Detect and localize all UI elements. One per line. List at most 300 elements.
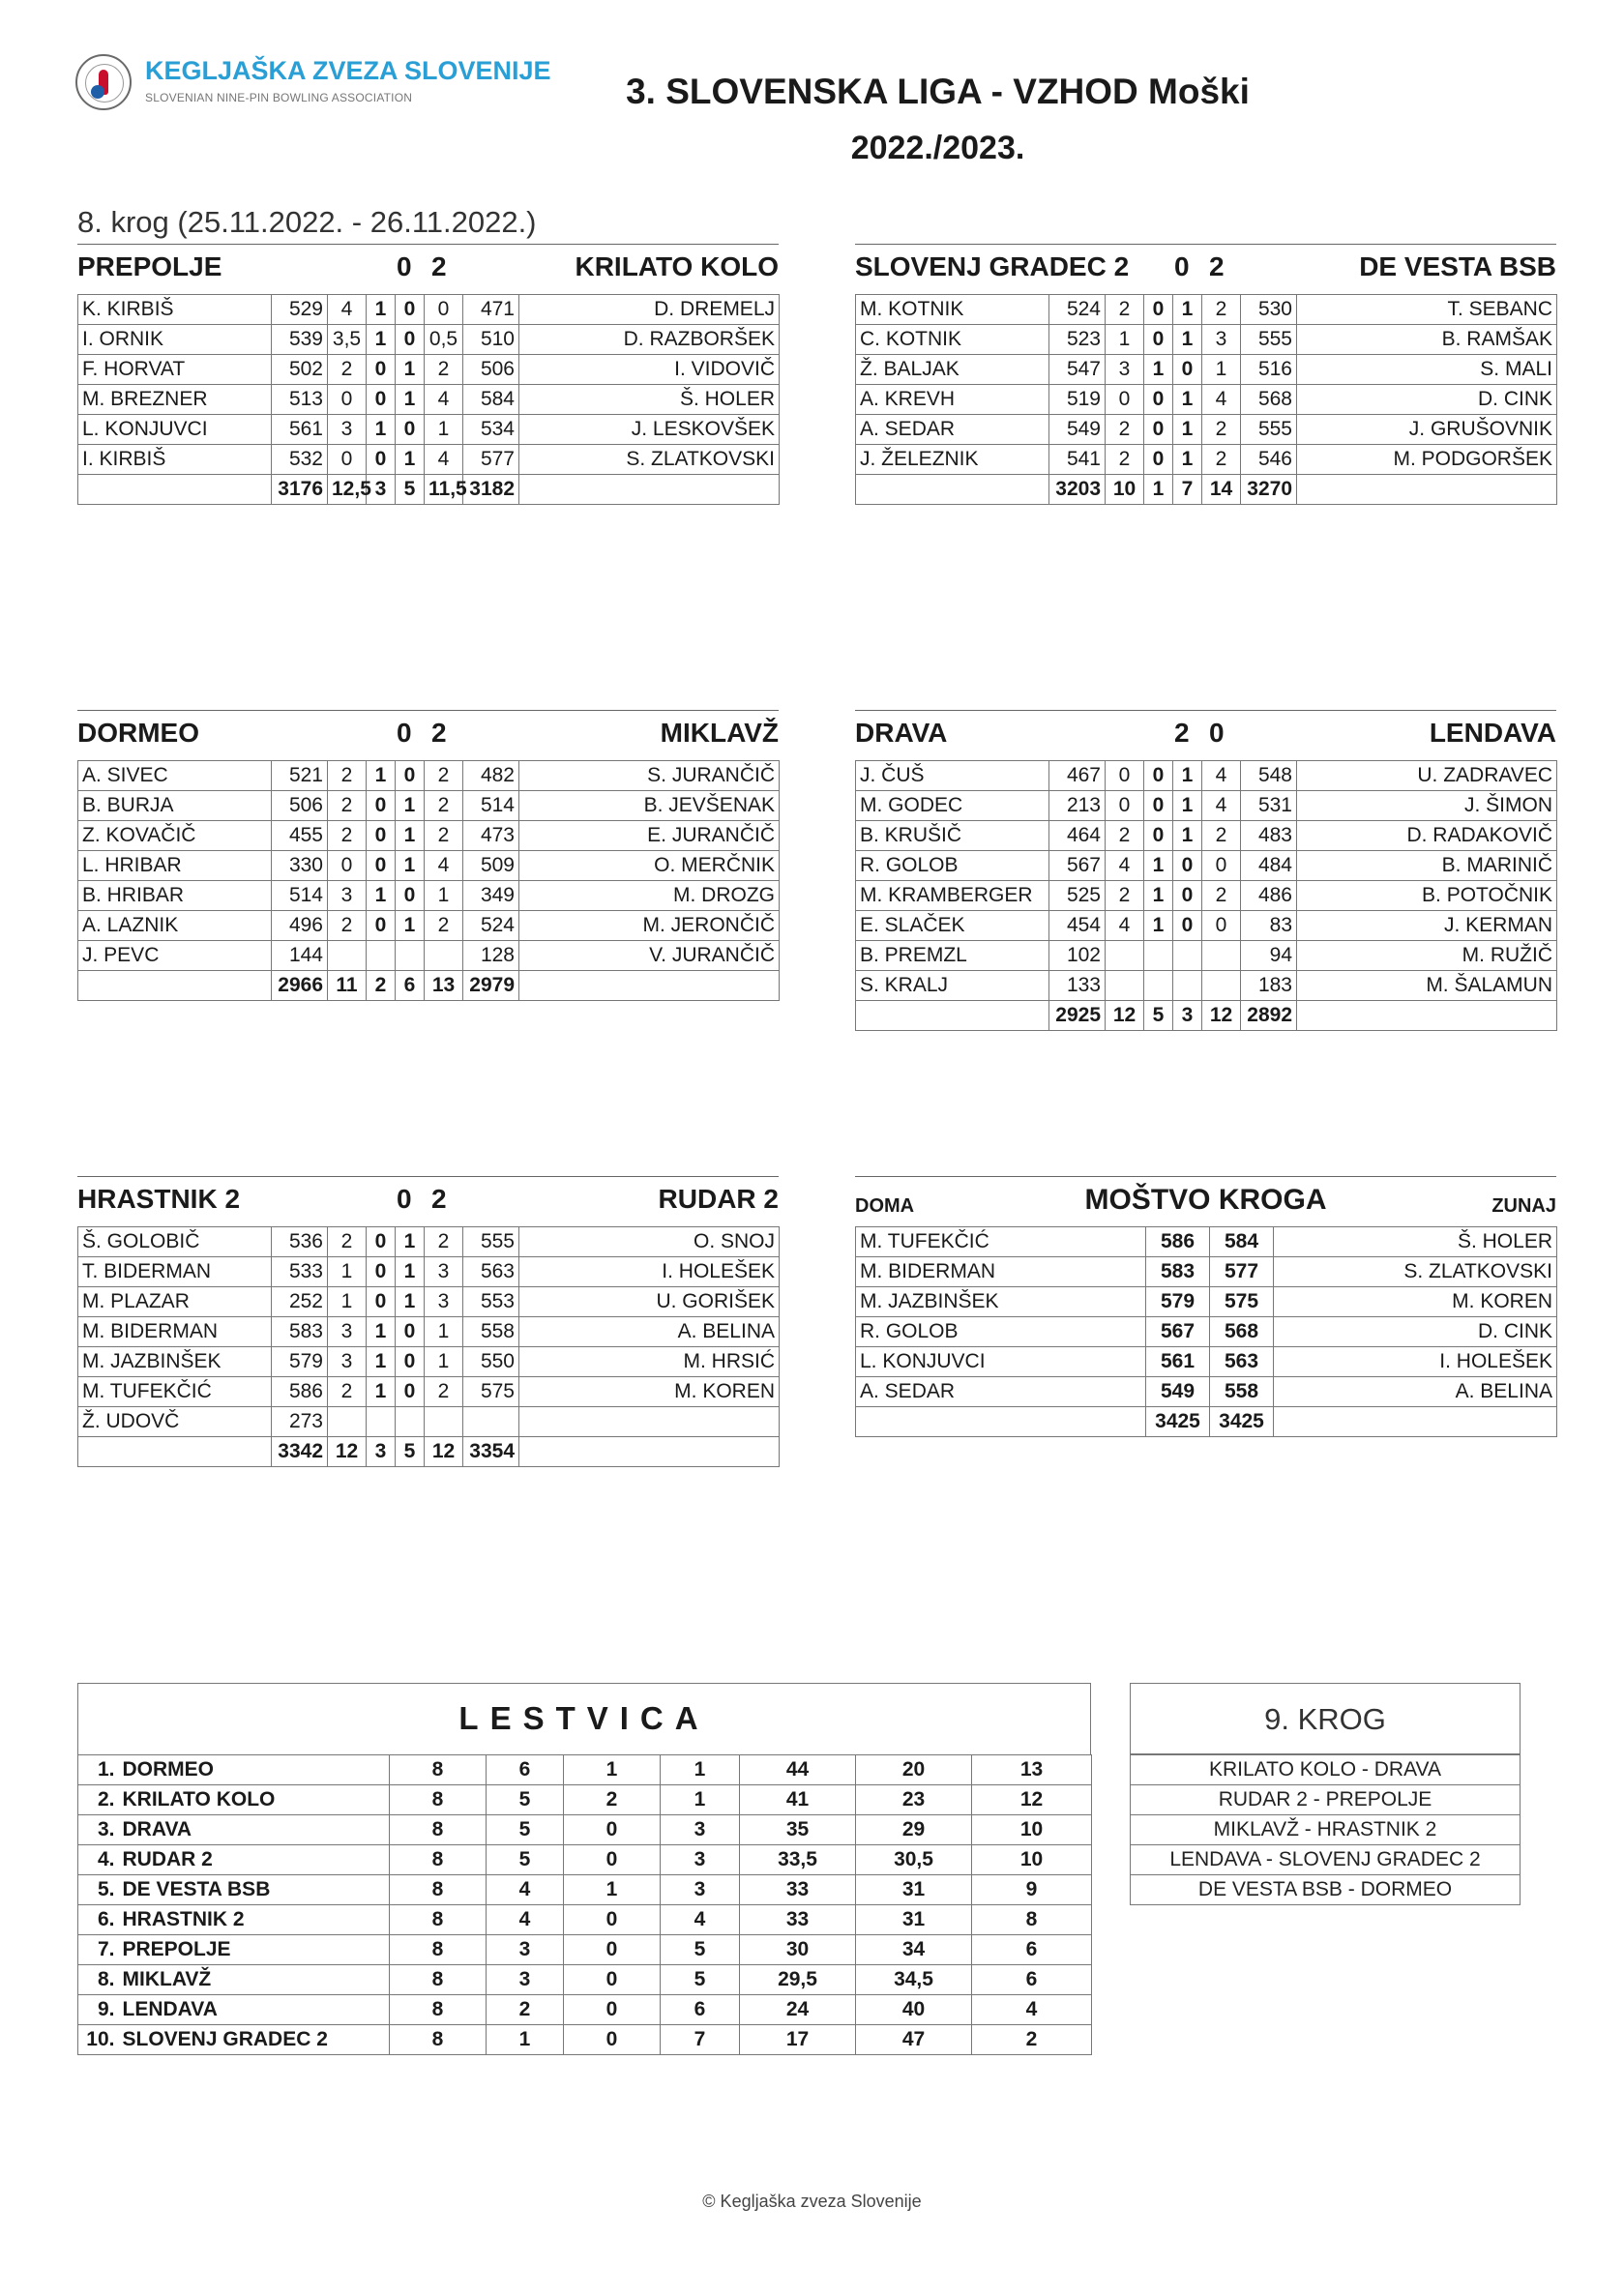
total-away-player	[519, 971, 780, 1001]
match-card-1	[77, 244, 779, 524]
points-against: 47	[856, 2025, 972, 2055]
home-player: A. SEDAR	[856, 1377, 1146, 1407]
standings-row	[78, 1755, 1092, 1785]
away-team-point: 1	[1173, 415, 1202, 445]
fixture: KRILATO KOLO - DRAVA	[1131, 1755, 1521, 1785]
home-set-points: 2	[328, 911, 367, 941]
table-row	[78, 761, 780, 791]
away-player: O. SNOJ	[519, 1227, 780, 1257]
away-pins: 553	[463, 1287, 519, 1317]
losses: 4	[661, 1905, 740, 1935]
table-row	[856, 1257, 1557, 1287]
points-against: 23	[856, 1785, 972, 1815]
total-home-team-point: 3	[367, 1437, 396, 1467]
away-player: A. BELINA	[519, 1317, 780, 1347]
home-team-point: 1	[1144, 881, 1173, 911]
away-team-point: 0	[396, 761, 425, 791]
home-player: Š. GOLOBIČ	[78, 1227, 272, 1257]
table-row	[856, 821, 1557, 851]
team-of-round-card	[855, 1176, 1556, 1457]
total-home-player	[78, 971, 272, 1001]
away-team-point	[396, 941, 425, 971]
total-home-set-points: 12	[328, 1437, 367, 1467]
home-team-point: 0	[367, 1257, 396, 1287]
away-player	[519, 1407, 780, 1437]
wins: 1	[487, 2025, 564, 2055]
totals-row	[856, 1407, 1557, 1437]
total-home-player	[856, 475, 1049, 505]
away-set-points	[425, 941, 463, 971]
away-team-point: 1	[396, 1227, 425, 1257]
table-row	[78, 1317, 780, 1347]
away-pins: 575	[463, 1377, 519, 1407]
total-away-pins: 2892	[1241, 1001, 1297, 1031]
home-points: 0	[397, 1184, 412, 1214]
draws: 0	[564, 1935, 661, 1965]
match-results-table	[855, 760, 1557, 1031]
points-against: 29	[856, 1815, 972, 1845]
away-set-points: 1	[1202, 355, 1241, 385]
points-against: 20	[856, 1755, 972, 1785]
home-pins: 506	[272, 791, 328, 821]
fixture-row	[1131, 1785, 1521, 1815]
losses: 3	[661, 1815, 740, 1845]
home-player: Ž. BALJAK	[856, 355, 1049, 385]
table-row	[856, 385, 1557, 415]
away-set-points: 2	[425, 791, 463, 821]
points-against: 34,5	[856, 1965, 972, 1995]
away-team: LENDAVA	[1429, 718, 1556, 748]
home-pins: 144	[272, 941, 328, 971]
draws: 0	[564, 1815, 661, 1845]
standings-title: LESTVICA	[458, 1700, 710, 1736]
away-label: ZUNAJ	[1491, 1195, 1556, 1217]
home-pins: 583	[1146, 1257, 1210, 1287]
home-player: M. PLAZAR	[78, 1287, 272, 1317]
total-away-player	[1297, 1001, 1557, 1031]
table-row	[856, 1347, 1557, 1377]
away-set-points: 2	[425, 761, 463, 791]
home-pins: 273	[272, 1407, 328, 1437]
points-against: 34	[856, 1935, 972, 1965]
home-player: B. HRIBAR	[78, 881, 272, 911]
rank: 3.	[78, 1815, 119, 1845]
home-player: B. PREMZL	[856, 941, 1049, 971]
standings-row	[78, 1845, 1092, 1875]
away-pins: 530	[1241, 295, 1297, 325]
rank: 5.	[78, 1875, 119, 1905]
away-set-points: 0	[1202, 911, 1241, 941]
away-team-point: 1	[1173, 325, 1202, 355]
totals-row	[78, 971, 780, 1001]
table-row	[78, 295, 780, 325]
away-points: 2	[431, 251, 447, 281]
team-name: DORMEO	[119, 1755, 390, 1785]
away-points: 2	[1209, 251, 1225, 281]
home-set-points: 2	[328, 355, 367, 385]
table-row	[78, 941, 780, 971]
home-team-point: 1	[367, 1317, 396, 1347]
away-pins: 473	[463, 821, 519, 851]
away-set-points: 2	[1202, 445, 1241, 475]
total-away-pins: 2979	[463, 971, 519, 1001]
wins: 2	[487, 1995, 564, 2025]
away-pins: 558	[1210, 1377, 1274, 1407]
home-pins: 586	[1146, 1227, 1210, 1257]
match-card-3	[77, 710, 779, 1019]
table-row	[78, 445, 780, 475]
home-player: A. SEDAR	[856, 415, 1049, 445]
away-player: D. DREMELJ	[519, 295, 780, 325]
losses: 1	[661, 1785, 740, 1815]
away-set-points: 0,5	[425, 325, 463, 355]
home-team-point: 1	[367, 415, 396, 445]
home-player: M. JAZBINŠEK	[78, 1347, 272, 1377]
total-home-player	[78, 1437, 272, 1467]
team-name: DE VESTA BSB	[119, 1875, 390, 1905]
home-player: M. KRAMBERGER	[856, 881, 1049, 911]
away-pins: 94	[1241, 941, 1297, 971]
home-team: DRAVA	[855, 718, 948, 748]
total-home-pins: 3342	[272, 1437, 328, 1467]
home-team-point: 0	[367, 791, 396, 821]
away-pins: 575	[1210, 1287, 1274, 1317]
away-team-point: 0	[1173, 881, 1202, 911]
total-away-set-points: 12	[1202, 1001, 1241, 1031]
home-set-points: 0	[1106, 385, 1144, 415]
points-for: 24	[740, 1995, 856, 2025]
table-row	[78, 1257, 780, 1287]
round-label: 8. krog (25.11.2022. - 26.11.2022.)	[77, 205, 537, 239]
home-pins: 533	[272, 1257, 328, 1287]
home-set-points: 2	[1106, 415, 1144, 445]
away-player: M. HRSIĆ	[519, 1347, 780, 1377]
home-set-points: 4	[1106, 911, 1144, 941]
away-set-points: 4	[1202, 761, 1241, 791]
away-team-point: 1	[396, 791, 425, 821]
standings-row	[78, 1815, 1092, 1845]
team-name: PREPOLJE	[119, 1935, 390, 1965]
rank: 6.	[78, 1905, 119, 1935]
home-pins: 514	[272, 881, 328, 911]
away-pins: 83	[1241, 911, 1297, 941]
rank: 4.	[78, 1845, 119, 1875]
away-team: KRILATO KOLO	[575, 251, 779, 281]
away-set-points: 3	[1202, 325, 1241, 355]
away-set-points: 4	[425, 385, 463, 415]
losses: 5	[661, 1935, 740, 1965]
match-header	[77, 1184, 779, 1222]
away-team-point: 0	[1173, 851, 1202, 881]
away-set-points: 4	[1202, 385, 1241, 415]
away-team-point: 1	[396, 911, 425, 941]
home-player: F. HORVAT	[78, 355, 272, 385]
points: 13	[972, 1755, 1092, 1785]
home-set-points	[1106, 971, 1144, 1001]
team-name: MIKLAVŽ	[119, 1965, 390, 1995]
home-team-point: 1	[1144, 355, 1173, 385]
away-set-points: 2	[1202, 821, 1241, 851]
home-pins: 547	[1049, 355, 1106, 385]
draws: 0	[564, 2025, 661, 2055]
home-team-point: 0	[1144, 445, 1173, 475]
away-set-points: 1	[425, 881, 463, 911]
standings-row	[78, 1905, 1092, 1935]
away-player: U. ZADRAVEC	[1297, 761, 1557, 791]
away-team-point: 1	[1173, 295, 1202, 325]
team-name: HRASTNIK 2	[119, 1905, 390, 1935]
home-team-point: 0	[367, 355, 396, 385]
total-home-team-point: 1	[1144, 475, 1173, 505]
away-pins: 558	[463, 1317, 519, 1347]
league-title: 3. SLOVENSKA LIGA - VZHOD Moški	[626, 72, 1250, 111]
away-team-point: 0	[396, 881, 425, 911]
points-for: 33	[740, 1875, 856, 1905]
played: 8	[390, 1815, 487, 1845]
away-team-point: 0	[396, 325, 425, 355]
total-away-player	[519, 1437, 780, 1467]
points-against: 40	[856, 1995, 972, 2025]
home-player: A. KREVH	[856, 385, 1049, 415]
away-pins: 577	[1210, 1257, 1274, 1287]
fixture: RUDAR 2 - PREPOLJE	[1131, 1785, 1521, 1815]
away-team-point	[1173, 971, 1202, 1001]
next-round-title: 9. KROG	[1130, 1683, 1521, 1754]
total-away-team-point: 5	[396, 475, 425, 505]
fixture-row	[1131, 1815, 1521, 1845]
away-team-point	[1173, 941, 1202, 971]
away-player: J. KERMAN	[1297, 911, 1557, 941]
away-team-point: 1	[1173, 761, 1202, 791]
home-pins: 561	[1146, 1347, 1210, 1377]
home-team-point	[367, 941, 396, 971]
away-pins: 563	[463, 1257, 519, 1287]
home-pins: 464	[1049, 821, 1106, 851]
home-pins: 252	[272, 1287, 328, 1317]
away-team-point: 1	[396, 355, 425, 385]
next-round-table	[1130, 1754, 1521, 1905]
home-player: M. JAZBINŠEK	[856, 1287, 1146, 1317]
home-team-point: 1	[1144, 851, 1173, 881]
home-pins: 523	[1049, 325, 1106, 355]
home-set-points: 2	[328, 1227, 367, 1257]
table-row	[78, 821, 780, 851]
points: 10	[972, 1815, 1092, 1845]
table-row	[78, 791, 780, 821]
home-set-points: 0	[328, 445, 367, 475]
fixture-row	[1131, 1845, 1521, 1875]
points: 2	[972, 2025, 1092, 2055]
association-name: KEGLJAŠKA ZVEZA SLOVENIJE	[145, 56, 551, 85]
table-row	[856, 941, 1557, 971]
home-pins: 579	[1146, 1287, 1210, 1317]
away-set-points: 2	[425, 911, 463, 941]
home-team-point: 0	[1144, 295, 1173, 325]
points-for: 17	[740, 2025, 856, 2055]
home-team-point	[367, 1407, 396, 1437]
table-row	[78, 911, 780, 941]
match-results-table	[855, 294, 1557, 505]
table-row	[856, 851, 1557, 881]
total-away-set-points: 11,5	[425, 475, 463, 505]
home-pins: 541	[1049, 445, 1106, 475]
home-pins: 536	[272, 1227, 328, 1257]
total-away-set-points: 14	[1202, 475, 1241, 505]
home-player: B. KRUŠIČ	[856, 821, 1049, 851]
draws: 0	[564, 1845, 661, 1875]
table-row	[78, 325, 780, 355]
total-away-team-point: 6	[396, 971, 425, 1001]
away-pins: 514	[463, 791, 519, 821]
table-row	[78, 415, 780, 445]
home-team-point: 1	[367, 761, 396, 791]
home-pins: 513	[272, 385, 328, 415]
table-row	[856, 325, 1557, 355]
wins: 3	[487, 1965, 564, 1995]
total-home-pins: 2925	[1049, 1001, 1106, 1031]
fixture-row	[1131, 1875, 1521, 1905]
standings-row	[78, 1785, 1092, 1815]
away-pins	[463, 1407, 519, 1437]
totals-row	[856, 1001, 1557, 1031]
away-player: D. CINK	[1274, 1317, 1557, 1347]
home-label: DOMA	[855, 1195, 915, 1217]
away-player: E. JURANČIČ	[519, 821, 780, 851]
home-player: M. TUFEKČIĆ	[856, 1227, 1146, 1257]
away-player: V. JURANČIČ	[519, 941, 780, 971]
away-team: RUDAR 2	[658, 1184, 779, 1214]
home-set-points: 1	[1106, 325, 1144, 355]
wins: 6	[487, 1755, 564, 1785]
total-home-set-points: 12,5	[328, 475, 367, 505]
season-title: 2022./2023.	[850, 130, 1025, 166]
home-team-point: 1	[367, 881, 396, 911]
draws: 1	[564, 1755, 661, 1785]
team-of-round-header	[855, 1184, 1556, 1222]
away-pins: 486	[1241, 881, 1297, 911]
away-pins: 524	[463, 911, 519, 941]
standings-row	[78, 1965, 1092, 1995]
total-away-player	[1274, 1407, 1557, 1437]
home-player: R. GOLOB	[856, 851, 1049, 881]
away-player: M. RUŽIČ	[1297, 941, 1557, 971]
away-pins: 534	[463, 415, 519, 445]
home-player: C. KOTNIK	[856, 325, 1049, 355]
table-row	[78, 851, 780, 881]
home-player: J. ŽELEZNIK	[856, 445, 1049, 475]
away-player: S. ZLATKOVSKI	[519, 445, 780, 475]
points-for: 33	[740, 1905, 856, 1935]
away-set-points: 2	[425, 355, 463, 385]
away-player: J. LESKOVŠEK	[519, 415, 780, 445]
home-points: 0	[1174, 251, 1190, 281]
total-away-pins: 3182	[463, 475, 519, 505]
team-name: RUDAR 2	[119, 1845, 390, 1875]
home-pins: 549	[1146, 1377, 1210, 1407]
away-team: MIKLAVŽ	[660, 718, 779, 748]
match-header	[77, 718, 779, 756]
home-pins: 330	[272, 851, 328, 881]
home-pins: 467	[1049, 761, 1106, 791]
away-player: S. JURANČIČ	[519, 761, 780, 791]
away-player: M. PODGORŠEK	[1297, 445, 1557, 475]
standings-row	[78, 1935, 1092, 1965]
team-name: LENDAVA	[119, 1995, 390, 2025]
total-away-team-point: 3	[1173, 1001, 1202, 1031]
away-set-points: 4	[425, 851, 463, 881]
home-set-points: 1	[328, 1257, 367, 1287]
away-team-point: 1	[1173, 385, 1202, 415]
away-player: I. VIDOVIČ	[519, 355, 780, 385]
home-pins: 532	[272, 445, 328, 475]
away-pins: 584	[463, 385, 519, 415]
away-pins: 555	[1241, 415, 1297, 445]
home-set-points: 2	[328, 1377, 367, 1407]
home-pins: 579	[272, 1347, 328, 1377]
away-team-point: 1	[396, 851, 425, 881]
table-row	[856, 355, 1557, 385]
away-set-points: 0	[425, 295, 463, 325]
away-player: D. RAZBORŠEK	[519, 325, 780, 355]
home-player: L. KONJUVCI	[78, 415, 272, 445]
home-team-point: 0	[1144, 385, 1173, 415]
away-team-point: 0	[1173, 911, 1202, 941]
losses: 1	[661, 1755, 740, 1785]
wins: 5	[487, 1845, 564, 1875]
home-player: L. KONJUVCI	[856, 1347, 1146, 1377]
total-away-set-points: 12	[425, 1437, 463, 1467]
home-player: M. BIDERMAN	[78, 1317, 272, 1347]
home-team-point: 0	[367, 385, 396, 415]
home-player: M. KOTNIK	[856, 295, 1049, 325]
away-player: I. HOLEŠEK	[1274, 1347, 1557, 1377]
home-team: SLOVENJ GRADEC 2	[855, 251, 1130, 281]
home-team-point: 0	[367, 821, 396, 851]
away-team-point: 1	[396, 1287, 425, 1317]
wins: 4	[487, 1905, 564, 1935]
played: 8	[390, 1905, 487, 1935]
away-pins: 484	[1241, 851, 1297, 881]
points: 6	[972, 1935, 1092, 1965]
away-pins: 349	[463, 881, 519, 911]
match-results-table	[77, 1226, 780, 1467]
home-player: I. KIRBIŠ	[78, 445, 272, 475]
home-pins: 583	[272, 1317, 328, 1347]
total-home-player	[78, 475, 272, 505]
away-team-point: 0	[396, 1347, 425, 1377]
home-set-points: 1	[328, 1287, 367, 1317]
away-set-points	[1202, 971, 1241, 1001]
standings-row	[78, 1875, 1092, 1905]
played: 8	[390, 1935, 487, 1965]
away-pins: 555	[463, 1227, 519, 1257]
away-player: J. ŠIMON	[1297, 791, 1557, 821]
home-set-points: 3	[1106, 355, 1144, 385]
home-set-points: 2	[1106, 821, 1144, 851]
home-team-point: 0	[367, 851, 396, 881]
away-set-points: 3	[425, 1257, 463, 1287]
away-set-points	[1202, 941, 1241, 971]
total-home-pins: 3176	[272, 475, 328, 505]
away-points: 0	[1209, 718, 1225, 748]
copyright-footer: © Kegljaška zveza Slovenije	[702, 2192, 922, 2211]
points: 4	[972, 1995, 1092, 2025]
away-player: B. JEVŠENAK	[519, 791, 780, 821]
home-team-point: 1	[367, 1377, 396, 1407]
home-set-points: 0	[328, 385, 367, 415]
draws: 2	[564, 1785, 661, 1815]
match-card-4	[855, 710, 1556, 1048]
